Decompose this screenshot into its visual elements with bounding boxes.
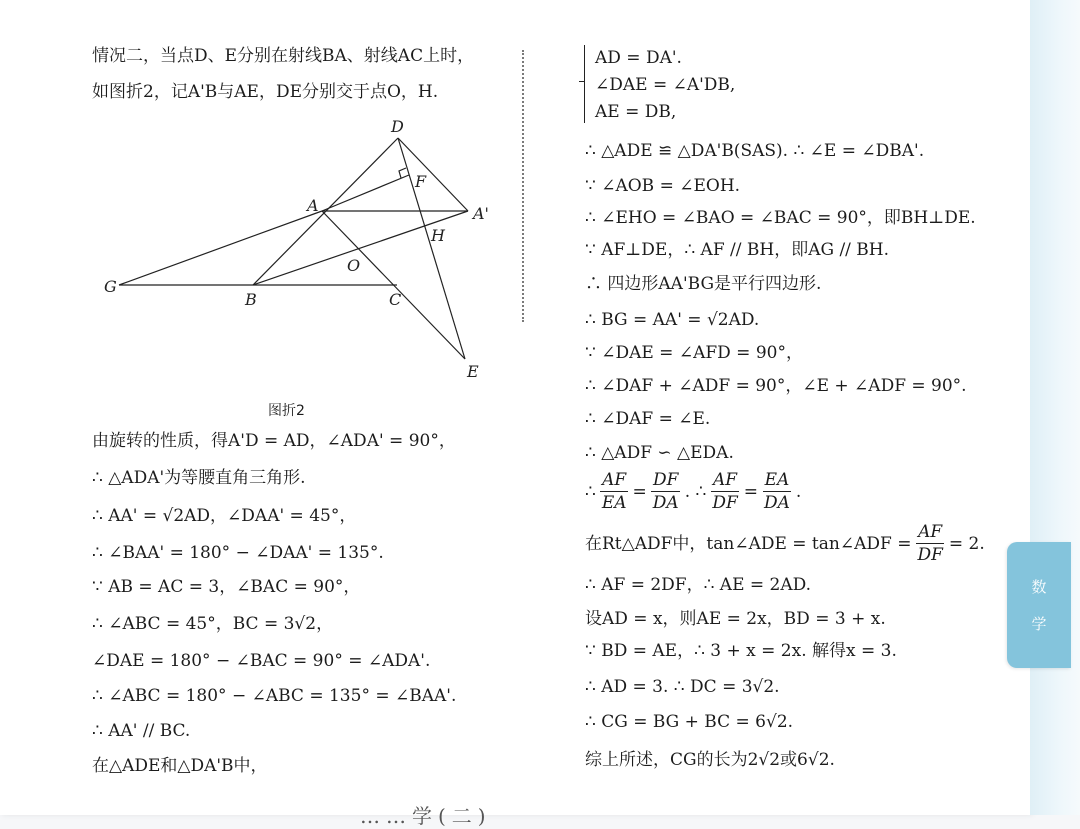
point-label-A-prime: A'	[473, 204, 489, 223]
text-line: ∴ ∠DAF = ∠E.	[585, 409, 711, 429]
segment-AF	[322, 175, 409, 211]
text-line: ∴ CG = BG + BC = 6√2.	[585, 712, 794, 732]
text-line: ∴ 四边形AA'BG是平行四边形.	[585, 274, 822, 294]
ratio-mid: . ∴	[684, 481, 707, 502]
fraction-denominator: EA	[601, 493, 627, 513]
column-divider	[522, 50, 524, 322]
fraction	[762, 472, 792, 512]
text-line: ∴ ∠ABC = 45°，BC = 3√2，	[92, 614, 334, 634]
equals-sign: =	[743, 481, 758, 502]
fraction	[651, 472, 681, 512]
segment-DE	[398, 138, 465, 359]
text-line: ∵ ∠AOB = ∠EOH.	[585, 176, 741, 196]
fraction-numerator: DF	[653, 470, 679, 490]
text-line: ∴ ∠BAA' = 180° − ∠DAA' = 135°.	[92, 543, 384, 563]
segment-BA'	[253, 211, 468, 285]
text-line: ∴ ∠EHO = ∠BAO = ∠BAC = 90°，即BH⊥DE.	[585, 208, 976, 228]
page-edge	[1030, 0, 1080, 815]
text-line: 如图折2，记A'B与AE，DE分别交于点O，H.	[92, 82, 439, 102]
segment-GA	[119, 211, 322, 285]
text-line: ∴ △ADF ∽ △EDA.	[585, 443, 734, 463]
text-line: ∴ △ADA'为等腰直角三角形.	[92, 468, 306, 488]
point-label-O: O	[347, 256, 361, 275]
text-line: ∴ ∠DAF + ∠ADF = 90°，∠E + ∠ADF = 90°.	[585, 376, 967, 396]
system-brace	[584, 45, 595, 123]
ratio-prefix: ∴	[585, 481, 596, 502]
text-line: 综上所述，CG的长为2√2或6√2.	[585, 750, 835, 770]
fraction-numerator: EA	[764, 470, 790, 490]
text-line: ∵ AF⊥DE，∴ AF // BH，即AG // BH.	[585, 240, 890, 260]
geometry-figure	[95, 115, 495, 385]
text-line: 由旋转的性质，得A'D = AD，∠ADA' = 90°，	[92, 431, 456, 451]
fraction-denominator: DF	[712, 493, 738, 513]
text-line: ∴ AA' // BC.	[92, 721, 191, 741]
brace-line: AE = DB,	[595, 102, 677, 122]
ratio-end: .	[795, 481, 802, 502]
text-line: ∴ △ADE ≌ △DA'B(SAS). ∴ ∠E = ∠DBA'.	[585, 141, 925, 161]
subject-tab-char: 学	[1031, 615, 1047, 633]
text-line: 在△ADE和△DA'B中，	[92, 756, 268, 776]
fraction	[710, 472, 739, 512]
text-line: ∴ AA' = √2AD，∠DAA' = 45°，	[92, 506, 357, 526]
brace-line: AD = DA'.	[595, 48, 682, 68]
text-line: ∵ BD = AE，∴ 3 + x = 2x. 解得x = 3.	[585, 641, 897, 661]
fraction-numerator: AF	[918, 522, 943, 542]
point-label-D: D	[391, 117, 404, 136]
equals-sign: =	[632, 481, 647, 502]
footer-cut-text: ……学(二)	[360, 804, 492, 828]
fraction-denominator: DA	[652, 493, 679, 513]
fraction-denominator: DA	[764, 493, 790, 513]
text-line: ∴ AD = 3. ∴ DC = 3√2.	[585, 677, 780, 697]
brace-line: ∠DAE = ∠A'DB,	[595, 75, 736, 95]
text-line: 情况二，当点D、E分别在射线BA、射线AC上时，	[92, 46, 475, 66]
point-label-C: C	[389, 290, 402, 309]
point-label-G: G	[104, 277, 117, 296]
point-label-F: F	[415, 172, 427, 191]
text-line: 设AD = x，则AE = 2x，BD = 3 + x.	[585, 609, 886, 629]
fraction	[600, 472, 629, 512]
tan-suffix: = 2.	[948, 533, 985, 554]
fraction	[915, 524, 944, 564]
point-label-A: A	[307, 196, 319, 215]
fraction-numerator: AF	[712, 470, 738, 490]
fraction-denominator: DF	[917, 545, 943, 565]
text-line: ∴ BG = AA' = √2AD.	[585, 310, 760, 330]
point-label-H: H	[431, 226, 445, 245]
subject-tab	[1007, 542, 1071, 668]
tan-line	[585, 524, 985, 564]
text-line: ∵ ∠DAE = ∠AFD = 90°，	[585, 343, 803, 363]
text-line: ∴ ∠ABC = 180° − ∠ABC = 135° = ∠BAA'.	[92, 686, 457, 706]
point-label-E: E	[467, 362, 479, 381]
fraction-numerator: AF	[602, 470, 627, 490]
figure-caption: 图折2	[268, 403, 305, 419]
text-line: ∠DAE = 180° − ∠BAC = 90° = ∠ADA'.	[92, 651, 431, 671]
text-line: ∵ AB = AC = 3，∠BAC = 90°，	[92, 577, 361, 597]
ratio-line	[585, 472, 801, 512]
subject-tab-char: 数	[1031, 578, 1047, 596]
tan-prefix: 在Rt△ADF中，tan∠ADE = tan∠ADF =	[585, 533, 912, 554]
point-label-B: B	[245, 290, 257, 309]
text-line: ∴ AF = 2DF，∴ AE = 2AD.	[585, 575, 812, 595]
